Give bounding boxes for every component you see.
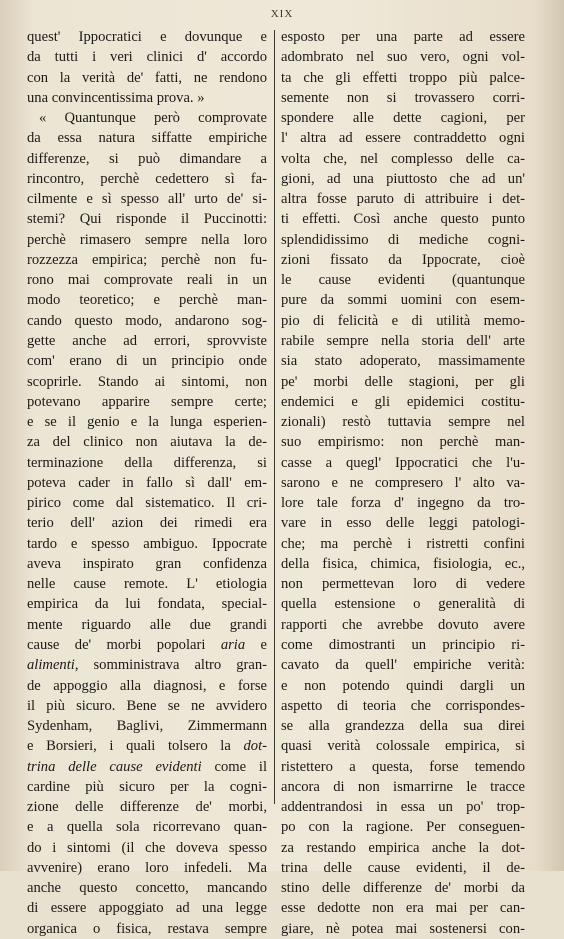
text-line: cavato da quell' empiriche verità: xyxy=(281,657,525,674)
text-line: scoprirle. Stando ai sintomi, non xyxy=(27,373,267,390)
text-line: con la verità de' fatti, ne rendono xyxy=(27,69,267,86)
text-line: casse a quegl' Ippocratici che l'u- xyxy=(281,454,525,471)
text-line: esposto per una parte ad essere xyxy=(281,29,525,45)
text-line: il più sicuro. Bene se ne avvidero xyxy=(27,697,267,714)
text-line: empirica da lui fondata, special- xyxy=(27,596,267,613)
text-line: suo empirismo: non perchè man- xyxy=(281,434,525,451)
text-line: quasi verità colossale empirica, si xyxy=(281,738,525,755)
text-line: ti effetti. Così anche questo punto xyxy=(281,211,525,228)
text-line: rincontro, perchè cedettero sì fa- xyxy=(27,170,267,187)
text-line: giare, nè potea mai sostenersi con- xyxy=(281,920,525,937)
italic-term: aria xyxy=(220,636,246,653)
column-divider xyxy=(274,30,275,804)
text-line: rabile sempre nella storia dell' arte xyxy=(281,332,525,349)
text-line: aspetto di teoria che corrispondes- xyxy=(281,697,525,714)
text-line: de appoggio alla diagnosi, e forse xyxy=(27,677,267,694)
right-text-column xyxy=(281,27,525,939)
text-line: za restando empirica anche la dot- xyxy=(281,839,525,856)
text-line: ristettero a questa, forse temendo xyxy=(281,758,525,775)
text-line: lore tale forza d' ingegno da tro- xyxy=(281,495,525,512)
italic-term: trina delle cause evidenti xyxy=(27,758,202,775)
text-line: poteva cader in fallo sì dall' em- xyxy=(27,474,267,491)
italic-term: alimenti xyxy=(27,657,75,674)
text-line: da essa natura siffatte empiriche xyxy=(27,130,267,147)
text-line: po con la ragione. Per conseguen- xyxy=(281,819,525,836)
text-line: stemi? Qui risponde il Puccinotti: xyxy=(27,211,267,228)
text-line: alimenti, somministrava altro gran- xyxy=(27,657,267,674)
text-line: terio dell' azion dei rimedi era xyxy=(27,515,267,532)
text-line: e Borsieri, i quali tolsero la dot- xyxy=(27,738,267,755)
text-line: pio di felicità e di utilità memo- xyxy=(281,312,525,329)
left-text-column xyxy=(27,27,267,939)
text-line: gette anche ad errori, sprovviste xyxy=(27,332,267,349)
text-line: Sydenham, Baglivi, Zimmermann xyxy=(27,718,267,735)
text-line: mente riguardo alle due grandi xyxy=(27,616,267,633)
text-line: trina delle cause evidenti, il de- xyxy=(281,859,525,876)
text-line: rapporti che avrebbe dovuto avere xyxy=(281,616,525,633)
text-line: addentrandosi in essa un po' trop- xyxy=(281,799,525,816)
text-line: e a quella sola ricorrevano quan- xyxy=(27,819,267,836)
text-line: e se il genio e la lunga esperien- xyxy=(27,414,267,431)
text-line: organica o fisica, restava sempre xyxy=(27,920,267,937)
text-line: gioni, ad una piuttosto che ad un' xyxy=(281,170,525,187)
text-line: splendidissimo di mediche cogni- xyxy=(281,231,525,248)
text-line: sia stato adoperato, massimamente xyxy=(281,353,525,370)
text-line: endemici e gli epidemici costitu- xyxy=(281,393,525,410)
text-line: nelle cause remote. L' etiologia xyxy=(27,576,267,593)
text-line: pure da sommi uomini con esem- xyxy=(281,292,525,309)
text-line: e non potendo quindi dargli un xyxy=(281,677,525,694)
page-edge-shadow xyxy=(534,0,564,871)
text-line: vare in esso delle leggi patologi- xyxy=(281,515,525,532)
text-line: za del clinico non aiutava la de- xyxy=(27,434,267,451)
text-line: non permettevan loro di vedere xyxy=(281,576,525,593)
text-line: quest' Ippocratici e dovunque e xyxy=(27,29,267,45)
text-line: della fisica, chimica, fisiologia, ec., xyxy=(281,555,525,572)
text-line: volta che, nel complesso delle ca- xyxy=(281,150,525,167)
text-line: adombrato nel suo vero, ogni vol- xyxy=(281,49,525,66)
text-line: ta che gli effetti troppo più palce- xyxy=(281,69,525,86)
text-line: aveva inspirato gran confidenza xyxy=(27,555,267,572)
text-line: potevano apparire sempre certe; xyxy=(27,393,267,410)
text-line: rozzezza empirica; perchè non fu- xyxy=(27,251,267,268)
text-line: di essere appoggiato ad una legge xyxy=(27,900,267,917)
text-line: cilmente e sì spesso all' urto de' si- xyxy=(27,191,267,208)
text-line: spondere alle dette cagioni, per xyxy=(281,110,525,127)
text-line: se alla grandezza della sua direi xyxy=(281,718,525,735)
text-line: che; ma perchè i ristretti confini xyxy=(281,535,525,552)
text-line: anche questo concetto, mancando xyxy=(27,880,267,897)
text-line: cardine più sicuro per la cogni- xyxy=(27,778,267,795)
text-line: rono mai comprovate reali in un xyxy=(27,272,267,289)
text-line: terminazione della differenza, si xyxy=(27,454,267,471)
text-line: differenze, si può dimandare a xyxy=(27,150,267,167)
text-line: cando questo modo, andarono sog- xyxy=(27,312,267,329)
text-line: le cause evidenti (quantunque xyxy=(281,272,525,289)
text-line: da tutti i veri clinici d' accordo xyxy=(27,49,267,66)
text-line: ancora di non ismarrirne le tracce xyxy=(281,778,525,795)
text-line: sarono e ne compresero l' alto va- xyxy=(281,474,525,491)
italic-term: dot- xyxy=(243,738,267,755)
text-line: zione delle differenze de' morbi, xyxy=(27,799,267,816)
text-line: semente non si trovassero corri- xyxy=(281,89,525,106)
text-line: una convincentissima prova. » xyxy=(27,89,205,106)
text-line: pe' morbi delle stagioni, per gli xyxy=(281,373,525,390)
text-line: avvenire) erano loro infedeli. Ma xyxy=(27,859,267,876)
text-line: com' erano di un principio onde xyxy=(27,353,267,370)
text-line: esse dedotte non era mai per can- xyxy=(281,900,525,917)
text-line: zioni fissato da Ippocrate, cioè xyxy=(281,251,525,268)
text-line: altra fosse paruto di attribuire i det- xyxy=(281,191,525,208)
text-line: l' altra ad essere contraddetto ogni xyxy=(281,130,525,147)
text-line: cause de' morbi popolari aria e xyxy=(27,636,267,653)
text-line: perchè rimasero sempre nella loro xyxy=(27,231,267,248)
text-line: tardo e spesso ambiguo. Ippocrate xyxy=(27,535,267,552)
text-line: zionali) restò tuttavia sempre nel xyxy=(281,414,525,431)
text-line: stino delle differenze de' morbi da xyxy=(281,880,525,897)
text-line: « Quantunque però comprovate xyxy=(39,110,267,127)
page-number: XIX xyxy=(270,8,294,20)
text-line: pirico come dal sistematico. Il cri- xyxy=(27,495,267,512)
text-line: quella estensione o generalità di xyxy=(281,596,525,613)
text-line: modo teoretico; e perchè man- xyxy=(27,292,267,309)
text-line: trina delle cause evidenti come il xyxy=(27,758,267,775)
text-line: do i sintomi (il che doveva spesso xyxy=(27,839,267,856)
text-line: come dimostranti un principio ri- xyxy=(281,636,525,653)
